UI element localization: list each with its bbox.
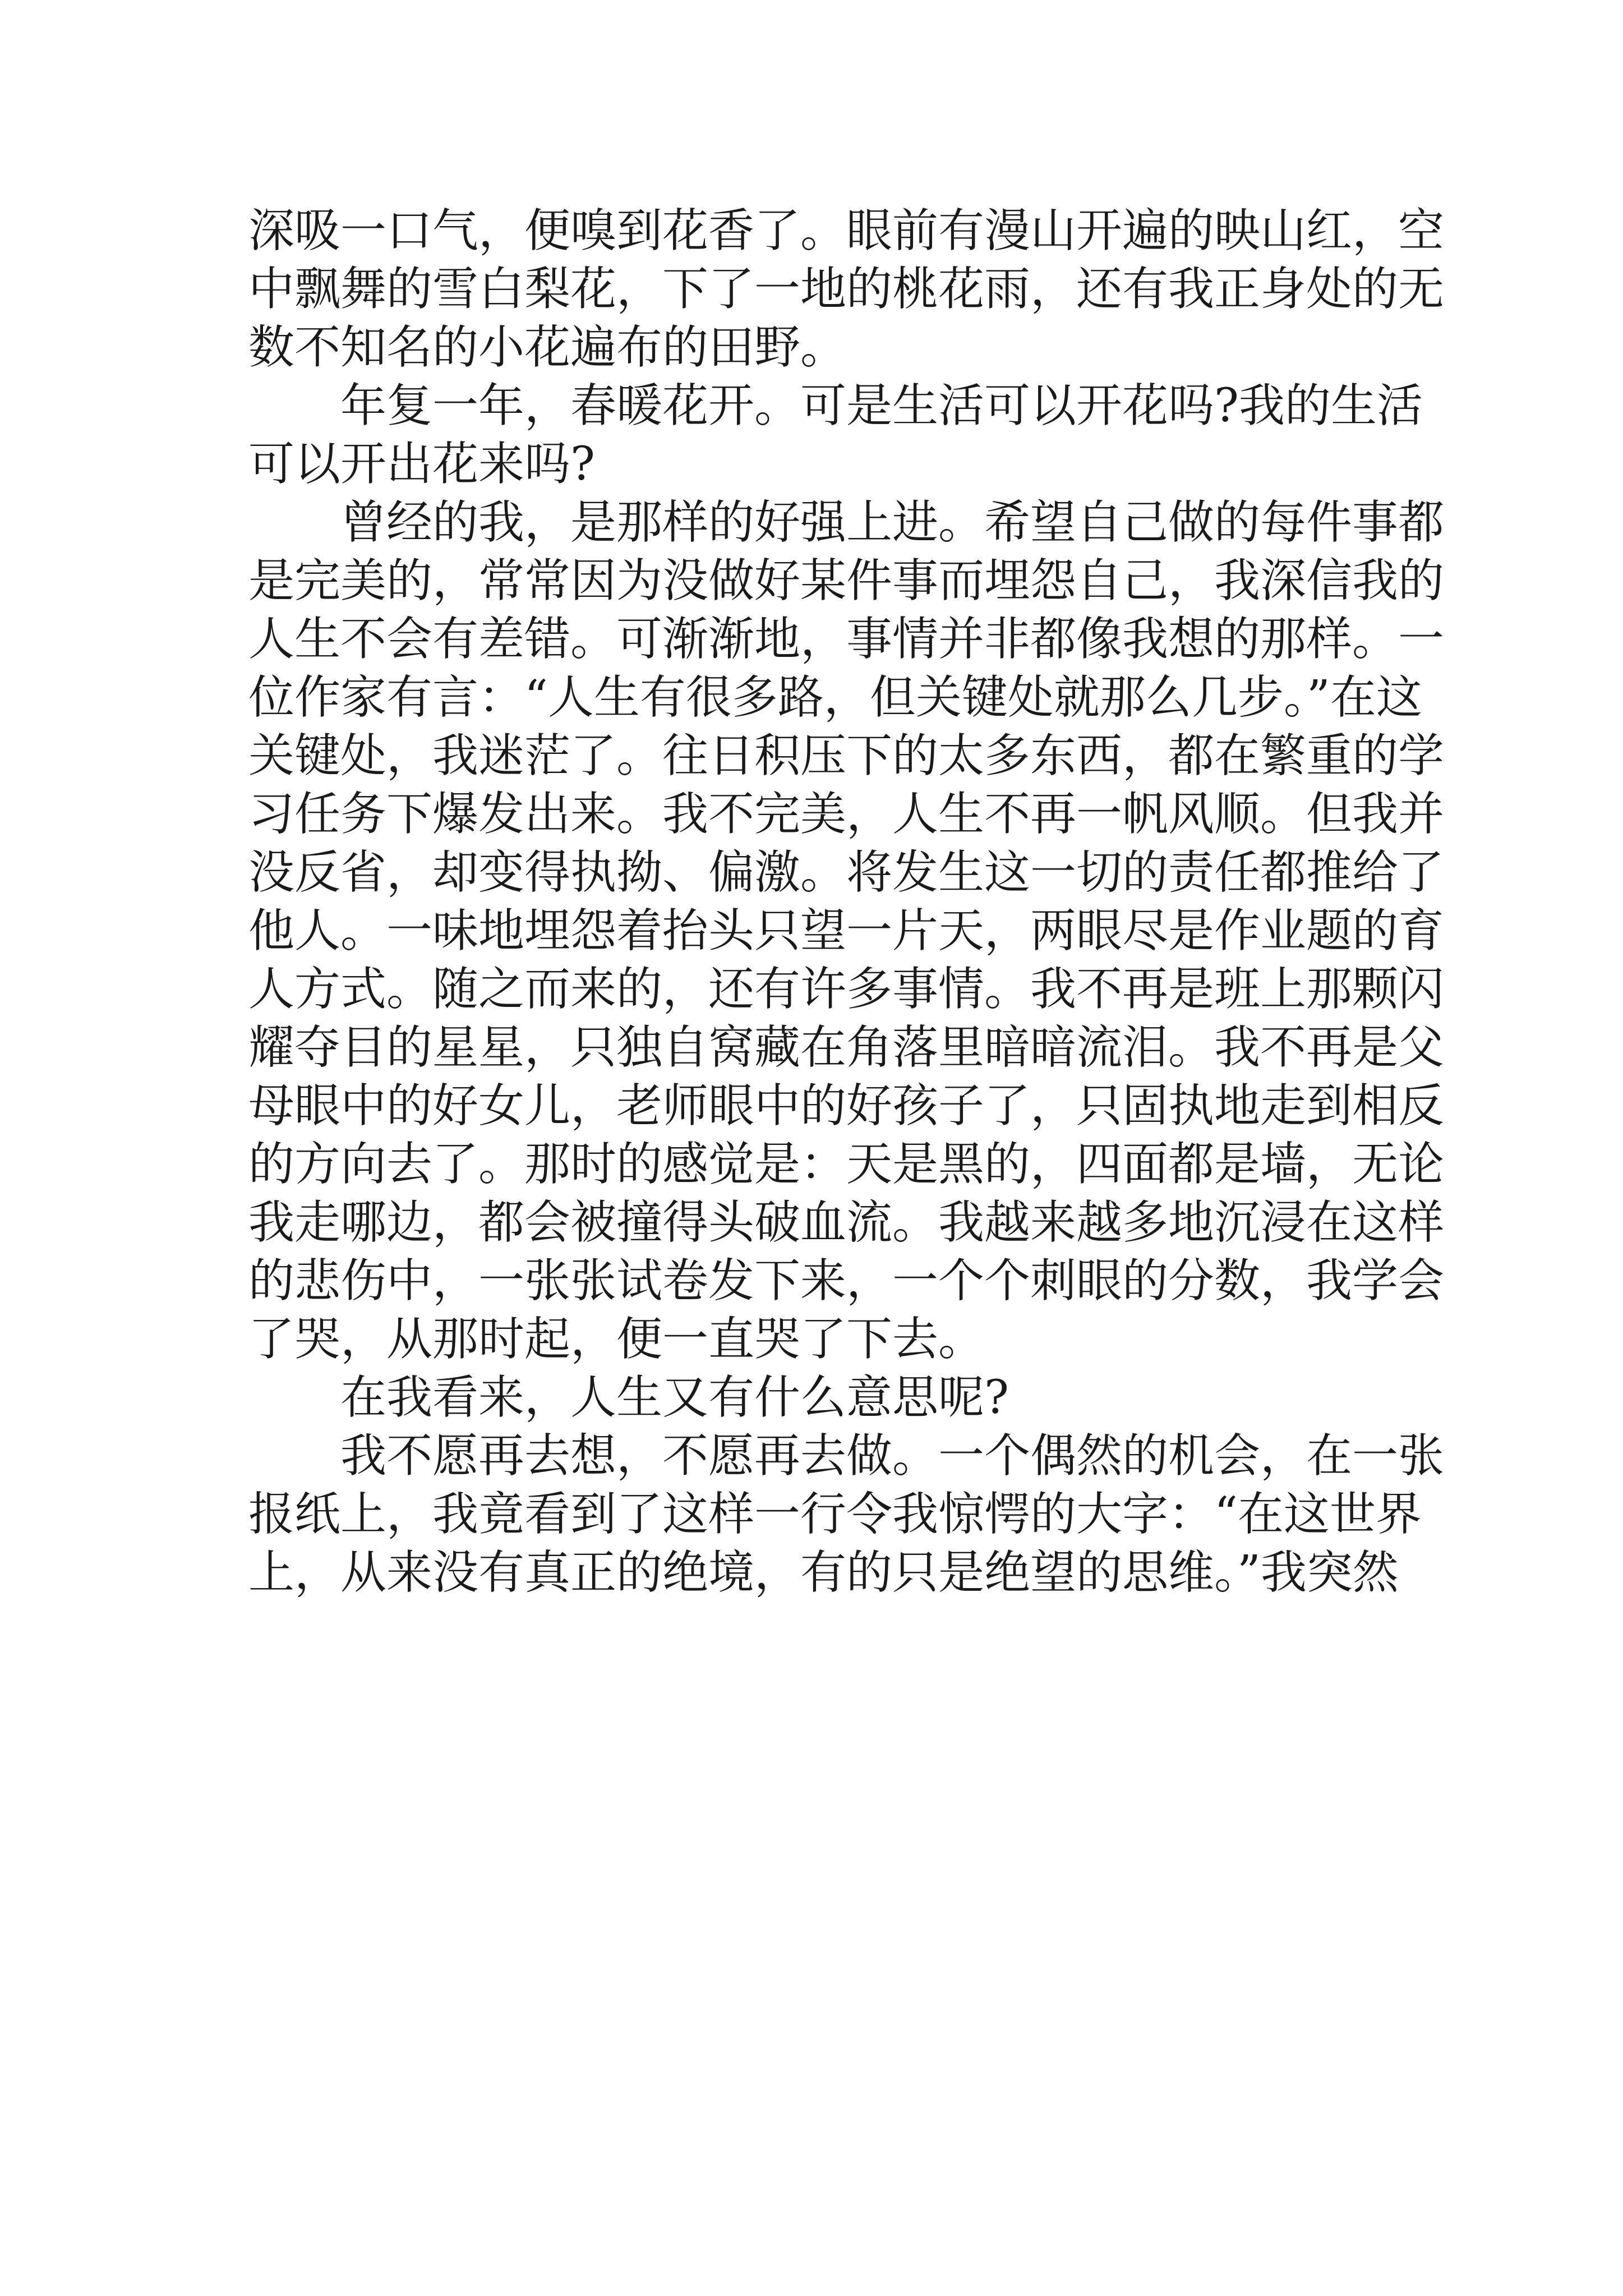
text-line: 上，从来没有真正的绝境，有的只是绝望的思维。”我突然 [248, 1546, 1399, 1599]
text-line: 了哭，从那时起，便一直哭了下去。 [248, 1313, 985, 1366]
text-line: 中飘舞的雪白梨花，下了一地的桃花雨，还有我正身处的无 [248, 263, 1445, 316]
paragraph-3 [248, 494, 1445, 1369]
text-line: 耀夺目的星星，只独自窝藏在角落里暗暗流泪。我不再是父 [248, 1021, 1445, 1074]
text-line: 曾经的我，是那样的好强上进。希望自己做的每件事都 [340, 496, 1445, 549]
text-line: 母眼中的好女儿，老师眼中的好孩子了，只固执地走到相反 [248, 1079, 1445, 1133]
text-line: 年复一年，春暖花开。可是生活可以开花吗?我的生活 [340, 379, 1423, 432]
text-line: 的悲伤中，一张张试卷发下来，一个个刺眼的分数，我学会 [248, 1254, 1445, 1308]
text-line: 我不愿再去想，不愿再去做。一个偶然的机会，在一张 [340, 1429, 1445, 1483]
paragraph-1 [248, 202, 1445, 377]
text-line: 他人。一味地埋怨着抬头只望一片天，两眼尽是作业题的育 [248, 904, 1445, 958]
paragraph-2 [248, 377, 1423, 494]
body-text [248, 202, 1445, 1602]
text-line: 的方向去了。那时的感觉是：天是黑的，四面都是墙，无论 [248, 1138, 1445, 1191]
text-line: 人方式。随之而来的，还有许多事情。我不再是班上那颗闪 [248, 963, 1445, 1016]
paragraph-5 [248, 1427, 1445, 1602]
text-line: 没反省，却变得执拗、偏激。将发生这一切的责任都推给了 [248, 846, 1445, 899]
text-line: 我走哪边，都会被撞得头破血流。我越来越多地沉浸在这样 [248, 1196, 1445, 1249]
text-line: 关键处，我迷茫了。往日积压下的太多东西，都在繁重的学 [248, 729, 1445, 783]
text-line: 是完美的，常常因为没做好某件事而埋怨自己，我深信我的 [248, 554, 1445, 608]
text-line: 位作家有言：“人生有很多路，但关键处就那么几步。”在这 [248, 671, 1422, 724]
text-line: 在我看来，人生又有什么意思呢? [340, 1371, 1009, 1424]
text-line: 数不知名的小花遍布的田野。 [248, 321, 847, 374]
text-line: 人生不会有差错。可渐渐地，事情并非都像我想的那样。一 [248, 613, 1445, 666]
text-line: 深吸一口气，便嗅到花香了。眼前有漫山开遍的映山红，空 [248, 204, 1445, 257]
text-line: 报纸上，我竟看到了这样一行令我惊愕的大字：“在这世界 [248, 1488, 1422, 1541]
paragraph-4 [248, 1369, 1387, 1427]
text-line: 可以开出花来吗? [248, 438, 595, 491]
text-line: 习任务下爆发出来。我不完美，人生不再一帆风顺。但我并 [248, 788, 1445, 841]
